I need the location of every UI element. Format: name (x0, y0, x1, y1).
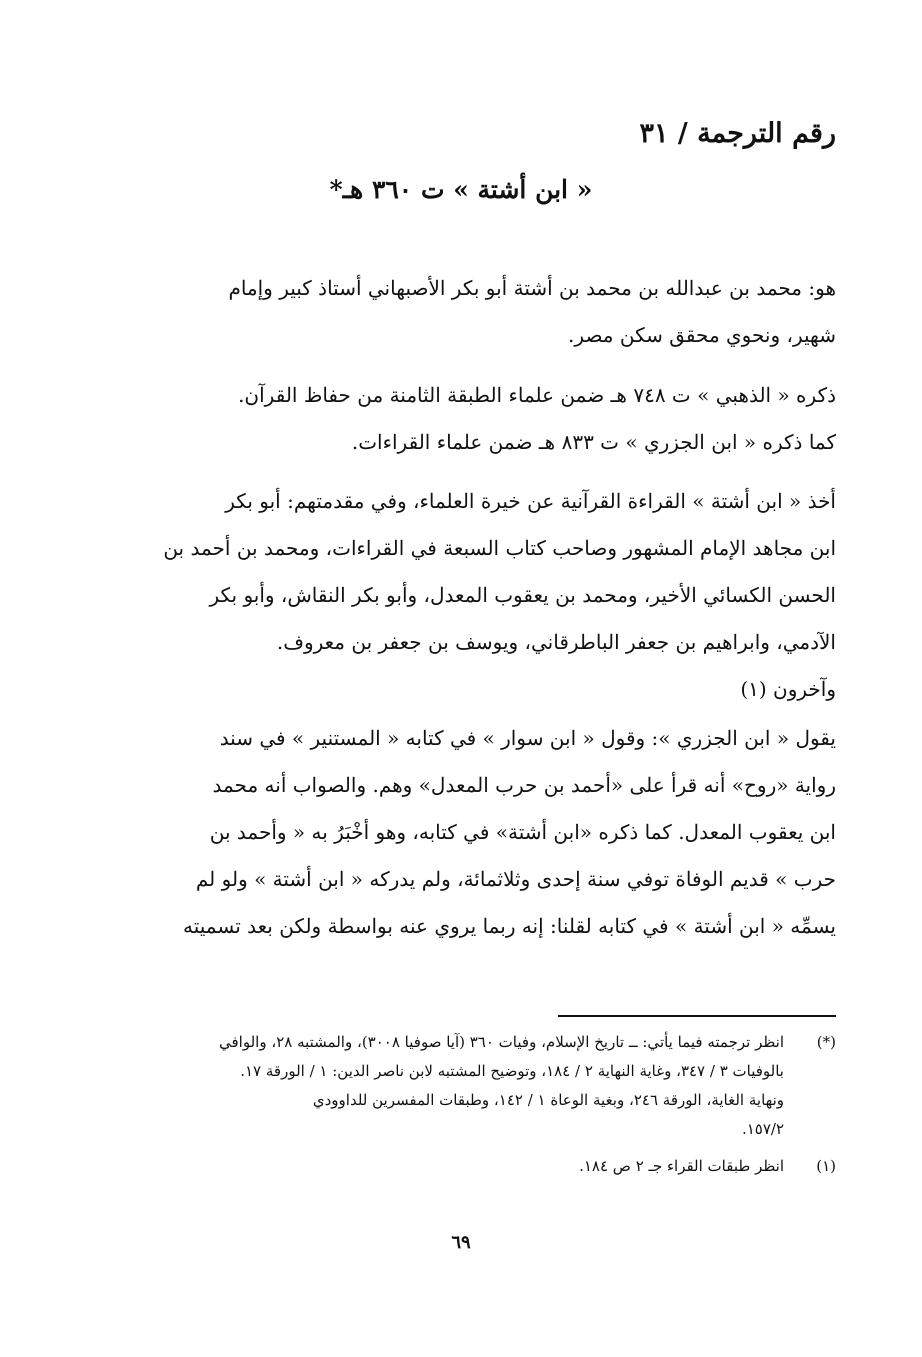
footnote-marker: (*) (816, 1033, 836, 1051)
text-line: يسمِّه « ابن أشتة » في كتابه لقلنا: إنه ربما يروي عنه بواسطة ولكن بعد تسميته (183, 914, 836, 938)
biography-number-heading: رقم الترجمة / ٣١ (639, 118, 836, 149)
text-line: يقول « ابن الجزري »: وقول « ابن سوار » في كتابه « المستنير » في سند (219, 726, 836, 750)
paragraph-identity (136, 265, 836, 359)
page-number: ٦٩ (451, 1232, 471, 1253)
text-line: وآخرون (١) (740, 677, 836, 701)
footnote-sources (124, 1028, 836, 1144)
footnotes (124, 1028, 836, 1181)
footnote-marker: (١) (816, 1157, 836, 1175)
footnote-1 (124, 1152, 836, 1181)
text-line: ابن مجاهد الإمام المشهور وصاحب كتاب السبعة في القراءات، ومحمد بن أحمد بن (163, 536, 836, 560)
text-line: ابن يعقوب المعدل. كما ذكره «ابن أشتة» في كتابه، وهو أخْبَرُ به « وأحمد بن (209, 820, 836, 844)
text-line: الحسن الكسائي الأخير، ومحمد بن يعقوب المعدل، وأبو بكر النقاش، وأبو بكر (209, 583, 836, 607)
text-line: حرب » قديم الوفاة توفي سنة إحدى وثلاثمائة، ولم يدركه « ابن أشتة » ولو لم (195, 867, 836, 891)
text-line: شهير، ونحوي محقق سكن مصر. (568, 323, 836, 347)
paragraph-mentions (136, 372, 836, 466)
footnote-line: ١٥٧/٢. (741, 1120, 784, 1138)
footnote-separator (558, 1015, 836, 1017)
text-line: ذكره « الذهبي » ت ٧٤٨ هـ ضمن علماء الطبقة الثامنة من حفاظ القرآن. (238, 383, 836, 407)
paragraph-ibn-al-jazari-quote (136, 715, 836, 950)
footnote-line: ونهاية الغاية، الورقة ٢٤٦، وبغية الوعاة ١ / ١٤٢، وطبقات المفسرين للداوودي (312, 1091, 784, 1109)
footnote-text (124, 1028, 784, 1144)
paragraph-teachers (136, 478, 836, 713)
text-line: الآدمي، وابراهيم بن جعفر الباطرقاني، ويوسف بن جعفر بن معروف. (276, 630, 836, 654)
footnote-line: بالوفيات ٣ / ٣٤٧، وغاية النهاية ٢ / ١٨٤، وتوضيح المشتبه لابن ناصر الدين: ١ / الورقة ١٧. (240, 1062, 784, 1080)
text-line: هو: محمد بن عبدالله بن محمد بن أشتة أبو بكر الأصبهاني أستاذ كبير وإمام (228, 276, 836, 300)
biography-title: « ابن أشتة » ت ٣٦٠ هـ* (329, 175, 593, 204)
text-line: كما ذكره « ابن الجزري » ت ٨٣٣ هـ ضمن علماء القراءات. (351, 430, 836, 454)
footnote-text (124, 1152, 784, 1181)
text-line: أخذ « ابن أشتة » القراءة القرآنية عن خيرة العلماء، وفي مقدمتهم: أبو بكر (225, 489, 836, 513)
footnote-line: انظر ترجمته فيما يأتي: ــ تاريخ الإسلام، وفيات ٣٦٠ (آيا صوفيا ٣٠٠٨)، والمشتبه ٢٨، والوافي (219, 1033, 784, 1051)
footnote-line: انظر طبقات القراء جـ ٢ ص ١٨٤. (579, 1157, 784, 1175)
text-line: رواية «روح» أنه قرأ على «أحمد بن حرب المعدل» وهم. والصواب أنه محمد (212, 773, 836, 797)
